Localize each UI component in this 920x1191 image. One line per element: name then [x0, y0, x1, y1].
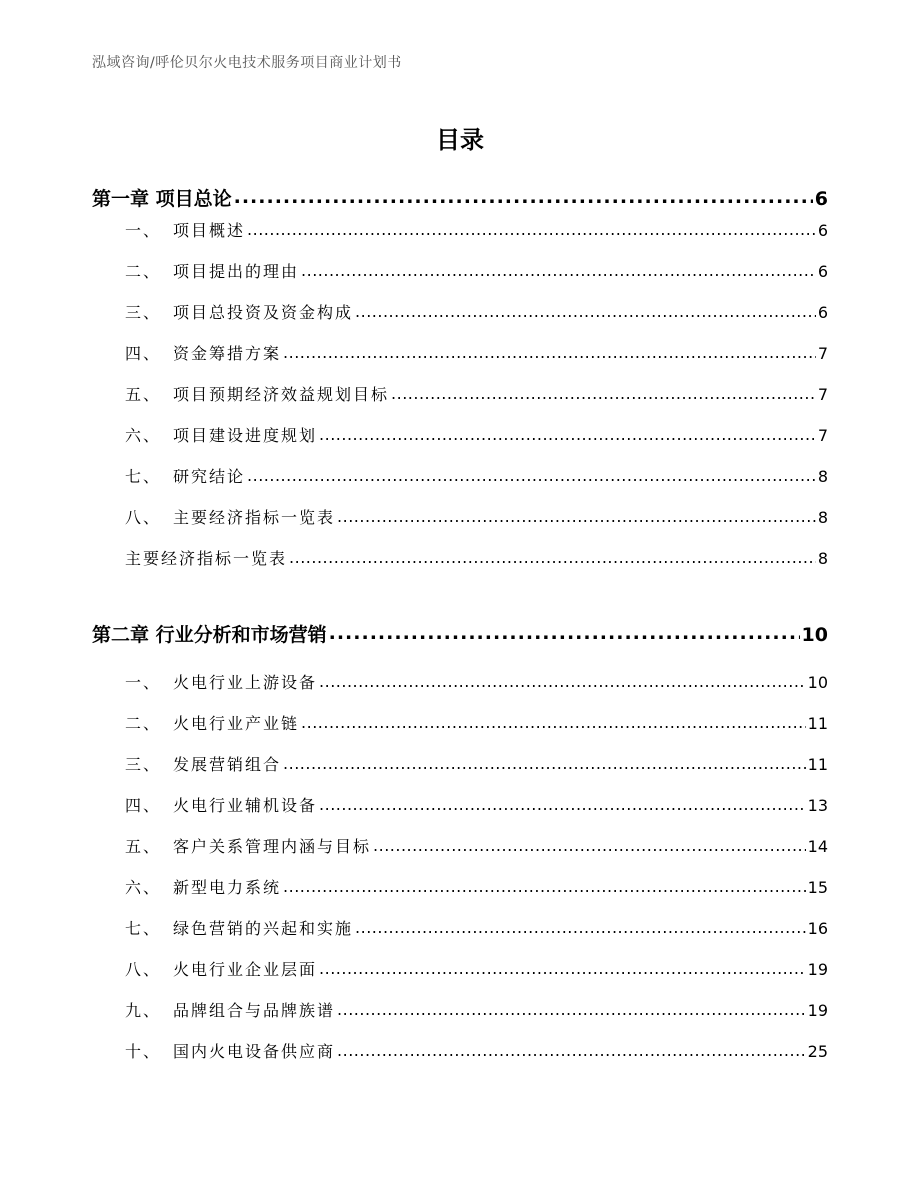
- dot-leader: [337, 507, 816, 523]
- toc-table-entry[interactable]: [125, 546, 828, 572]
- toc-section-marker: 六、: [125, 426, 162, 445]
- toc-section-marker: 一、: [125, 673, 162, 692]
- toc-entry-label: 资金筹措方案: [173, 344, 282, 363]
- toc-entry-label: 项目总投资及资金构成: [173, 303, 354, 322]
- toc-section-entry[interactable]: [125, 259, 828, 285]
- toc-page-number: 11: [807, 755, 828, 774]
- toc-chapter-1[interactable]: [92, 184, 828, 210]
- toc-entry-label: 主要经济指标一览表: [173, 508, 336, 527]
- toc-entry-label: 火电行业辅机设备: [173, 796, 318, 815]
- toc-entry-label: 第二章 行业分析和市场营销: [92, 624, 327, 646]
- toc-page-number: 6: [817, 303, 828, 322]
- dot-leader: [319, 425, 816, 441]
- dot-leader: [234, 186, 813, 205]
- dot-leader: [329, 622, 800, 641]
- dot-leader: [289, 548, 816, 564]
- toc-title: 目录: [436, 126, 484, 154]
- toc-section-entry[interactable]: [125, 423, 828, 449]
- toc-entry-label: 绿色营销的兴起和实施: [173, 919, 354, 938]
- dot-leader: [337, 1000, 806, 1016]
- toc-page-number: 6: [817, 262, 828, 281]
- dot-leader: [301, 713, 806, 729]
- toc-page-number: 25: [807, 1042, 828, 1061]
- toc-entry-label: 研究结论: [173, 467, 246, 486]
- toc-section-marker: 三、: [125, 303, 162, 322]
- toc-section-entry[interactable]: [125, 300, 828, 326]
- toc-section-entry[interactable]: [125, 793, 828, 819]
- toc-section-entry[interactable]: [125, 834, 828, 860]
- toc-section-entry[interactable]: [125, 957, 828, 983]
- toc-entry-label: 新型电力系统: [173, 878, 282, 897]
- toc-section-entry[interactable]: [125, 875, 828, 901]
- toc-entry-label: 项目预期经济效益规划目标: [173, 385, 390, 404]
- dot-leader: [355, 302, 816, 318]
- toc-section-entry[interactable]: [125, 1039, 828, 1065]
- toc-page-number: 13: [807, 796, 828, 815]
- toc-entry-label: 火电行业产业链: [173, 714, 300, 733]
- toc-section-entry[interactable]: [125, 752, 828, 778]
- toc-page-number: 10: [807, 673, 828, 692]
- dot-leader: [283, 754, 806, 770]
- dot-leader: [319, 795, 806, 811]
- toc-page-number: 6: [817, 221, 828, 240]
- dot-leader: [319, 672, 806, 688]
- dot-leader: [355, 918, 806, 934]
- toc-entry-label: 项目概述: [173, 221, 246, 240]
- toc-page-number: 16: [807, 919, 828, 938]
- toc-page-number: 8: [817, 549, 828, 568]
- toc-section-marker: 五、: [125, 837, 162, 856]
- toc-entry-label: 客户关系管理内涵与目标: [173, 837, 372, 856]
- toc-section-entry[interactable]: [125, 218, 828, 244]
- toc-page-number: 10: [801, 624, 828, 646]
- toc-entry-label: 项目提出的理由: [173, 262, 300, 281]
- toc-section-entry[interactable]: [125, 670, 828, 696]
- toc-section-marker: 二、: [125, 262, 162, 281]
- toc-section-marker: 四、: [125, 344, 162, 363]
- toc-page-number: 6: [814, 188, 828, 210]
- toc-page-number: 8: [817, 467, 828, 486]
- toc-section-marker: 七、: [125, 467, 162, 486]
- toc-section-marker: 五、: [125, 385, 162, 404]
- dot-leader: [283, 877, 806, 893]
- toc-page-number: 11: [807, 714, 828, 733]
- dot-leader: [337, 1041, 806, 1057]
- toc-section-marker: 三、: [125, 755, 162, 774]
- toc-page-number: 8: [817, 508, 828, 527]
- toc-page-number: 7: [817, 385, 828, 404]
- toc-entry-label: 发展营销组合: [173, 755, 282, 774]
- toc-page-number: 14: [807, 837, 828, 856]
- dot-leader: [301, 261, 816, 277]
- toc-section-marker: 八、: [125, 508, 162, 527]
- toc-section-marker: 一、: [125, 221, 162, 240]
- running-header: 泓域咨询/呼伦贝尔火电技术服务项目商业计划书: [92, 55, 402, 71]
- toc-section-entry[interactable]: [125, 998, 828, 1024]
- toc-section-marker: 八、: [125, 960, 162, 979]
- toc-section-marker: 六、: [125, 878, 162, 897]
- toc-chapter-2[interactable]: [92, 620, 828, 646]
- toc-section-entry[interactable]: [125, 505, 828, 531]
- toc-section-marker: 二、: [125, 714, 162, 733]
- toc-page-number: 7: [817, 344, 828, 363]
- toc-section-marker: 十、: [125, 1042, 162, 1061]
- toc-page-number: 7: [817, 426, 828, 445]
- toc-section-entry[interactable]: [125, 382, 828, 408]
- dot-leader: [247, 220, 816, 236]
- toc-section-marker: 四、: [125, 796, 162, 815]
- dot-leader: [247, 466, 816, 482]
- toc-section-entry[interactable]: [125, 464, 828, 490]
- toc-section-entry[interactable]: [125, 916, 828, 942]
- toc-section-marker: 七、: [125, 919, 162, 938]
- toc-page-number: 19: [807, 1001, 828, 1020]
- dot-leader: [319, 959, 806, 975]
- dot-leader: [373, 836, 806, 852]
- toc-page-number: 19: [807, 960, 828, 979]
- toc-section-entry[interactable]: [125, 341, 828, 367]
- dot-leader: [283, 343, 816, 359]
- toc-entry-label: 火电行业上游设备: [173, 673, 318, 692]
- toc-section-entry[interactable]: [125, 711, 828, 737]
- toc-entry-label: 国内火电设备供应商: [173, 1042, 336, 1061]
- toc-entry-label: 火电行业企业层面: [173, 960, 318, 979]
- toc-page-number: 15: [807, 878, 828, 897]
- toc-entry-label: 项目建设进度规划: [173, 426, 318, 445]
- toc-entry-label: 第一章 项目总论: [92, 188, 232, 210]
- toc-entry-label: 主要经济指标一览表: [125, 549, 288, 568]
- toc-section-marker: 九、: [125, 1001, 162, 1020]
- toc-entry-label: 品牌组合与品牌族谱: [173, 1001, 336, 1020]
- dot-leader: [391, 384, 816, 400]
